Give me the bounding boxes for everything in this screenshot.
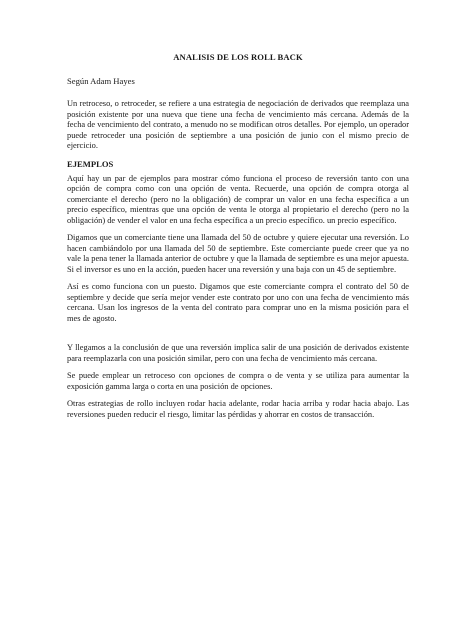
- section-heading-examples: EJEMPLOS: [67, 158, 114, 169]
- paragraph-conclusion-1: Y llegamos a la conclusión de que una reversión implica salir de una posición de derivados existente para reemplazarla con una posición similar, pero con una fecha de vencimiento más cercana.: [67, 343, 409, 363]
- paragraph-intro: Un retroceso, o retroceder, se refiere a una estrategia de negociación de derivados que reemplaza una posición existente por una nueva que tiene una fecha de vencimiento más cercana. Además de la fecha de vencimiento del contrato, a menudo no se modifican otros detalles. Por ejemplo, un operador puede retroceder una posición de septiembre a una posición de junio con el mismo precio de ejercicio.: [67, 99, 409, 150]
- paragraph-examples-3: Así es como funciona con un puesto. Digamos que este comerciante compra el contrato del 50 de septiembre y decide que sería mejor vender este contrato por uno con una fecha de vencimiento más cercana. Usan los ingresos de la venta del contrato para comprar uno en la misma posición para el mes de agosto.: [67, 282, 409, 323]
- document-title: ANALISIS DE LOS ROLL BACK: [173, 52, 303, 62]
- blank-line: [67, 331, 409, 343]
- author-line: Según Adam Hayes: [67, 76, 135, 86]
- paragraph-conclusion-2: Se puede emplear un retroceso con opciones de compra o de venta y se utiliza para aumentar la exposición gamma larga o corta en una posición de opciones.: [67, 371, 409, 391]
- paragraph-conclusion-3: Otras estrategias de rollo incluyen rodar hacia adelante, rodar hacia arriba y rodar hacia abajo. Las reversiones pueden reducir el riesgo, limitar las pérdidas y ahorrar en costos de transacción.: [67, 399, 409, 419]
- document-body: [67, 52, 409, 427]
- paragraph-examples-1: Aquí hay un par de ejemplos para mostrar cómo funciona el proceso de reversión tanto con una opción de compra como con una opción de venta. Recuerde, una opción de compra otorga al comerciante el derecho (pero no la obligación) de comprar un valor en una fecha específica a un precio específico, mientras que una opción de venta le otorga al propietario el derecho (pero no la obligación) de vender el valor en una fecha específica a un precio específico. un precio específico.: [67, 173, 409, 225]
- paragraph-examples-2: Digamos que un comerciante tiene una llamada del 50 de octubre y quiere ejecutar una reversión. Lo hacen cambiándolo por una llamada del 50 de septiembre. Este comerciante puede creer que ya no vale la pena tener la llamada anterior de octubre y que la llamada de septiembre es una mejor apuesta. Si el inversor es uno en la acción, pueden hacer una reversión y una baja con un 45 de septiembre.: [67, 233, 409, 274]
